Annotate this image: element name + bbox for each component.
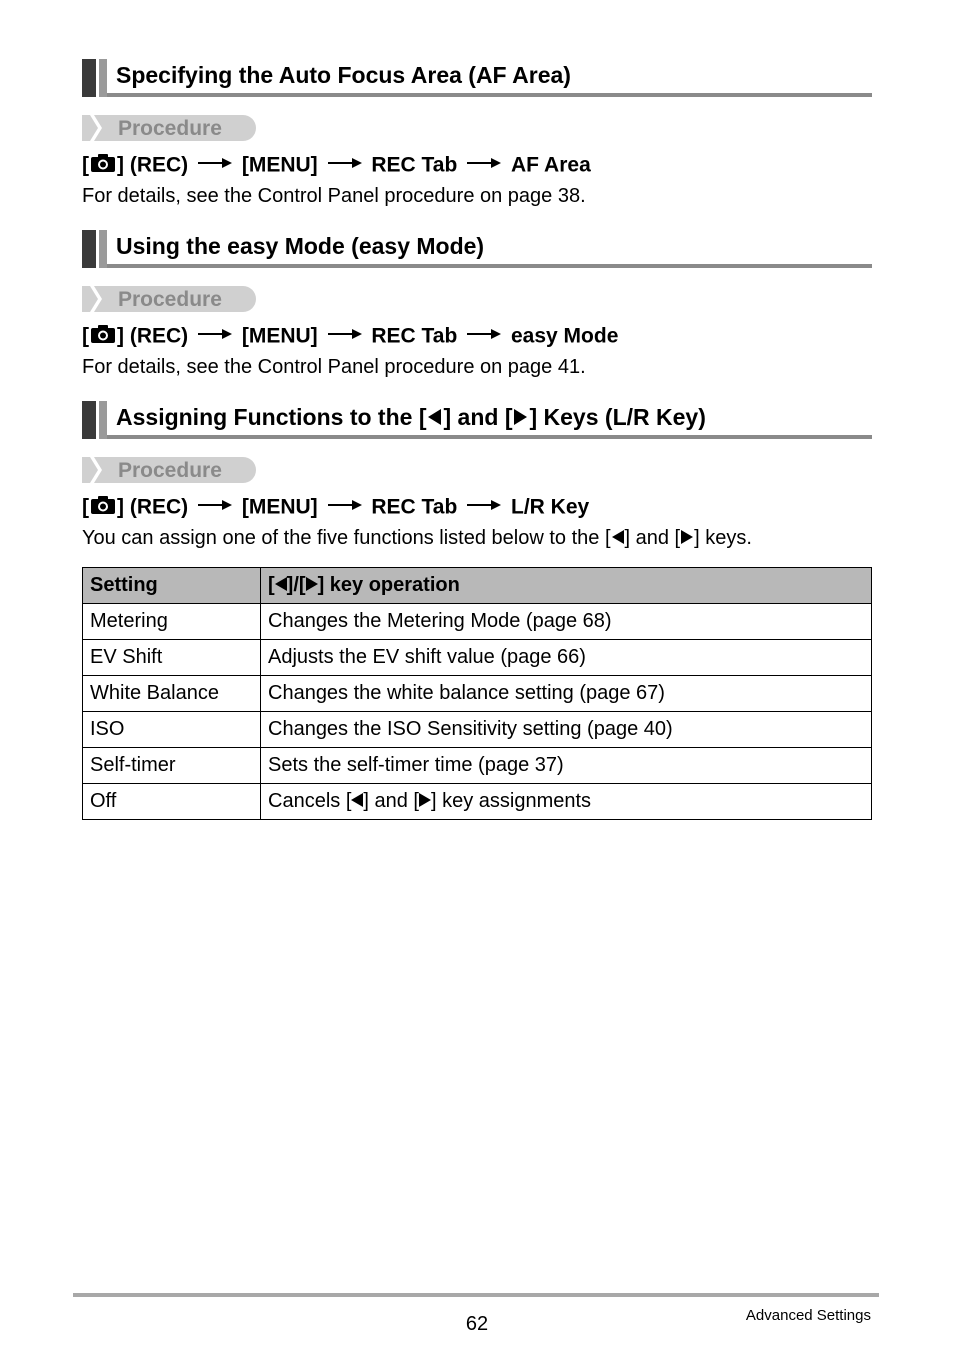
table-row	[83, 640, 872, 676]
section-title: Using the easy Mode (easy Mode)	[116, 233, 485, 259]
table-row	[83, 748, 872, 784]
tab-label: REC Tab	[371, 324, 458, 348]
procedure-label: Procedure	[118, 288, 222, 311]
operation-cell: Changes the Metering Mode (page 68)	[261, 604, 872, 640]
menu-path: [ ] (REC) [MENU] REC Tab AF Area	[82, 153, 591, 177]
setting-cell: EV Shift	[83, 640, 261, 676]
heading-bar-light	[99, 59, 107, 97]
tab-label: REC Tab	[371, 495, 458, 519]
operation-cell: Sets the self-timer time (page 37)	[261, 748, 872, 784]
section-af-area	[82, 59, 872, 208]
right-triangle-icon	[514, 409, 527, 425]
table-row	[83, 784, 872, 820]
chevron-icon	[90, 115, 106, 141]
section-description: For details, see the Control Panel procedure on page 41.	[82, 356, 586, 378]
table-row	[83, 676, 872, 712]
settings-table	[82, 567, 872, 820]
heading-bar	[82, 230, 96, 268]
arrow-right-icon	[328, 328, 362, 340]
procedure-badge	[82, 286, 257, 312]
section-title: Assigning Functions to the [ ] and [ ] Keys (L/R Key)	[116, 404, 706, 430]
footer-rule	[73, 1293, 879, 1297]
heading-rule	[107, 264, 872, 268]
section-description: You can assign one of the five functions listed below to the [ ] and [ ] keys.	[82, 527, 752, 549]
arrow-right-icon	[198, 499, 232, 511]
section-easy-mode	[82, 230, 872, 379]
right-triangle-icon	[306, 577, 318, 591]
heading-bar	[82, 59, 96, 97]
operation-cell: Adjusts the EV shift value (page 66)	[261, 640, 872, 676]
arrow-right-icon	[328, 499, 362, 511]
arrow-right-icon	[198, 328, 232, 340]
camera-icon	[90, 153, 116, 173]
item-label: easy Mode	[511, 324, 619, 348]
rec-label: ] (REC)	[117, 324, 189, 348]
heading-bar-light	[99, 230, 107, 268]
table-header-row	[83, 568, 872, 604]
arrow-right-icon	[467, 328, 501, 340]
left-triangle-icon	[428, 409, 441, 425]
section-description: For details, see the Control Panel procedure on page 38.	[82, 185, 586, 207]
menu-label: [MENU]	[241, 495, 318, 519]
menu-path: [ ] (REC) [MENU] REC Tab easy Mode	[82, 324, 619, 348]
header-key-operation: [ ]/[ ] key operation	[261, 568, 872, 604]
setting-cell: Self-timer	[83, 748, 261, 784]
menu-path: [ ] (REC) [MENU] REC Tab L/R Key	[82, 495, 590, 519]
camera-icon	[90, 495, 116, 515]
procedure-label: Procedure	[118, 117, 222, 140]
menu-label: [MENU]	[241, 153, 318, 177]
setting-cell: ISO	[83, 712, 261, 748]
section-heading	[82, 59, 872, 97]
setting-cell: Off	[83, 784, 261, 820]
table-row	[83, 712, 872, 748]
page-number: 62	[465, 1313, 489, 1335]
right-triangle-icon	[419, 793, 431, 807]
arrow-right-icon	[467, 157, 501, 169]
rec-label: ] (REC)	[117, 153, 189, 177]
chevron-icon	[90, 286, 106, 312]
heading-rule	[107, 93, 872, 97]
procedure-badge	[82, 115, 257, 141]
procedure-badge	[82, 457, 257, 483]
arrow-right-icon	[467, 499, 501, 511]
rec-label: ] (REC)	[117, 495, 189, 519]
arrow-right-icon	[198, 157, 232, 169]
section-title: Specifying the Auto Focus Area (AF Area)	[116, 62, 571, 88]
section-lr-key	[82, 401, 872, 550]
footer-section-name: Advanced Settings	[745, 1307, 871, 1324]
table-row	[83, 604, 872, 640]
left-triangle-icon	[351, 793, 363, 807]
left-triangle-icon	[275, 577, 287, 591]
item-label: L/R Key	[511, 495, 590, 519]
section-heading	[82, 230, 872, 268]
setting-cell: Metering	[83, 604, 261, 640]
section-heading	[82, 401, 872, 439]
setting-cell: White Balance	[83, 676, 261, 712]
operation-cell: Cancels [ ] and [ ] key assignments	[261, 784, 872, 820]
right-triangle-icon	[681, 530, 693, 544]
heading-bar	[82, 401, 96, 439]
chevron-icon	[90, 457, 106, 483]
heading-rule	[107, 435, 872, 439]
item-label: AF Area	[511, 153, 591, 177]
arrow-right-icon	[328, 157, 362, 169]
procedure-label: Procedure	[118, 459, 222, 482]
header-setting: Setting	[83, 568, 261, 604]
tab-label: REC Tab	[371, 153, 458, 177]
left-triangle-icon	[612, 530, 624, 544]
operation-cell: Changes the white balance setting (page 67)	[261, 676, 872, 712]
heading-bar-light	[99, 401, 107, 439]
menu-label: [MENU]	[241, 324, 318, 348]
camera-icon	[90, 324, 116, 344]
operation-cell: Changes the ISO Sensitivity setting (page 40)	[261, 712, 872, 748]
